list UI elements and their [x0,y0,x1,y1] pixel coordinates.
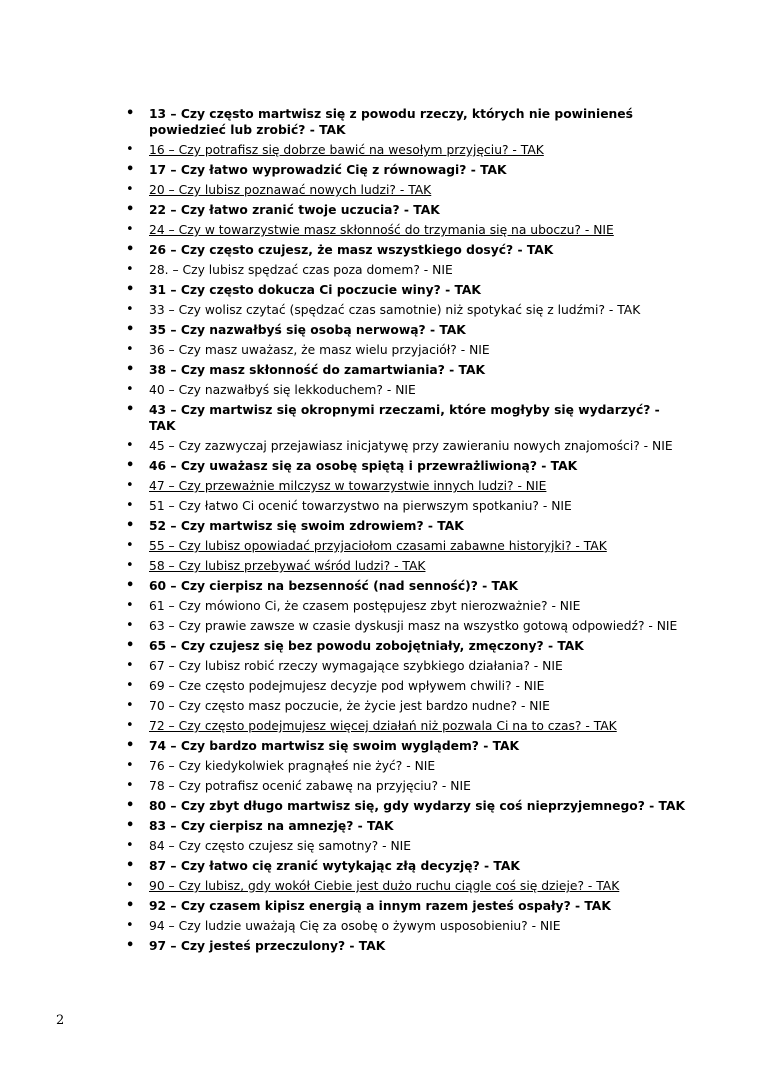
bullet-icon: • [126,498,134,513]
question-text: 52 – Czy martwisz się swoim zdrowiem? - TAK [149,519,464,533]
question-text: 35 – Czy nazwałbyś się osobą nerwową? - TAK [149,323,466,337]
list-item [126,938,689,954]
question-text: 43 – Czy martwisz się okropnymi rzeczami, które mogłyby się wydarzyć? - TAK [149,403,660,433]
bullet-icon: • [126,162,135,177]
list-item [126,558,689,574]
question-text: 80 – Czy zbyt długo martwisz się, gdy wydarzy się coś nieprzyjemnego? - TAK [149,799,686,813]
list-item [126,918,689,934]
bullet-icon: • [126,458,135,473]
bullet-icon: • [126,262,134,277]
bullet-icon: • [126,222,134,237]
question-text: 76 – Czy kiedykolwiek pragnąłeś nie żyć? - NIE [149,759,436,773]
question-text: 83 – Czy cierpisz na amnezję? - TAK [149,819,394,833]
question-text: 78 – Czy potrafisz ocenić zabawę na przyjęciu? - NIE [149,779,471,793]
question-text: 87 – Czy łatwo cię zranić wytykając złą decyzję? - TAK [149,859,520,873]
list-item [126,798,689,814]
list-item [126,182,689,198]
bullet-icon: • [126,658,134,673]
question-text: 51 – Czy łatwo Ci ocenić towarzystwo na pierwszym spotkaniu? - NIE [149,499,572,513]
list-item [126,342,689,358]
question-text: 67 – Czy lubisz robić rzeczy wymagające szybkiego działania? - NIE [149,659,563,673]
list-item [126,222,689,238]
question-text: 70 – Czy często masz poczucie, że życie jest bardzo nudne? - NIE [149,699,550,713]
list-item [126,618,689,634]
list-item [126,382,689,398]
bullet-icon: • [126,918,134,933]
list-item [126,282,689,298]
list-item [126,578,689,594]
question-list [126,106,689,958]
question-text: 61 – Czy mówiono Ci, że czasem postępujesz zbyt nierozważnie? - NIE [149,599,581,613]
question-text: 55 – Czy lubisz opowiadać przyjaciołom czasami zabawne historyjki? - TAK [149,539,607,553]
question-text: 17 – Czy łatwo wyprowadzić Cię z równowagi? - TAK [149,163,507,177]
bullet-icon: • [126,518,135,533]
question-text: 63 – Czy prawie zawsze w czasie dyskusji masz na wszystko gotową odpowiedź? - NIE [149,619,678,633]
list-item [126,838,689,854]
question-text: 13 – Czy często martwisz się z powodu rzeczy, których nie powinieneś powiedzieć lub zrobić? - TAK [149,107,633,137]
bullet-icon: • [126,598,134,613]
bullet-icon: • [126,798,135,813]
question-text: 69 – Cze często podejmujesz decyzje pod wpływem chwili? - NIE [149,679,545,693]
list-item [126,718,689,734]
bullet-icon: • [126,858,135,873]
list-item [126,362,689,378]
bullet-icon: • [126,438,134,453]
bullet-icon: • [126,738,135,753]
bullet-icon: • [126,778,134,793]
question-text: 90 – Czy lubisz, gdy wokół Ciebie jest dużo ruchu ciągle coś się dzieje? - TAK [149,879,620,893]
bullet-icon: • [126,182,134,197]
question-text: 94 – Czy ludzie uważają Cię za osobę o żywym usposobieniu? - NIE [149,919,561,933]
list-item [126,302,689,318]
bullet-icon: • [126,838,134,853]
question-text: 36 – Czy masz uważasz, że masz wielu przyjaciół? - NIE [149,343,490,357]
bullet-icon: • [126,362,135,377]
bullet-icon: • [126,558,134,573]
bullet-icon: • [126,202,135,217]
question-text: 65 – Czy czujesz się bez powodu zobojętniały, zmęczony? - TAK [149,639,584,653]
list-item [126,898,689,914]
question-text: 84 – Czy często czujesz się samotny? - NIE [149,839,412,853]
bullet-icon: • [126,638,135,653]
question-text: 46 – Czy uważasz się za osobę spiętą i przewrażliwioną? - TAK [149,459,578,473]
question-text: 40 – Czy nazwałbyś się lekkoduchem? - NIE [149,383,416,397]
list-item [126,638,689,654]
question-text: 97 – Czy jesteś przeczulony? - TAK [149,939,386,953]
bullet-icon: • [126,698,134,713]
bullet-icon: • [126,402,135,417]
question-text: 20 – Czy lubisz poznawać nowych ludzi? - TAK [149,183,432,197]
bullet-icon: • [126,618,134,633]
bullet-icon: • [126,382,134,397]
list-item [126,458,689,474]
bullet-icon: • [126,878,134,893]
question-text: 16 – Czy potrafisz się dobrze bawić na wesołym przyjęciu? - TAK [149,143,544,157]
question-text: 38 – Czy masz skłonność do zamartwiania? - TAK [149,363,485,377]
bullet-icon: • [126,302,134,317]
list-item [126,106,689,138]
question-text: 58 – Czy lubisz przebywać wśród ludzi? - TAK [149,559,426,573]
bullet-icon: • [126,678,134,693]
question-text: 92 – Czy czasem kipisz energią a innym razem jesteś ospały? - TAK [149,899,611,913]
list-item [126,438,689,454]
bullet-icon: • [126,758,134,773]
bullet-icon: • [126,538,134,553]
list-item [126,202,689,218]
question-text: 45 – Czy zazwyczaj przejawiasz inicjatywę przy zawieraniu nowych znajomości? - NIE [149,439,673,453]
question-text: 72 – Czy często podejmujesz więcej działań niż pozwala Ci na to czas? - TAK [149,719,617,733]
bullet-icon: • [126,282,135,297]
question-text: 24 – Czy w towarzystwie masz skłonność do trzymania się na uboczu? - NIE [149,223,614,237]
bullet-icon: • [126,818,135,833]
bullet-icon: • [126,142,134,157]
question-text: 26 – Czy często czujesz, że masz wszystkiego dosyć? - TAK [149,243,554,257]
list-item [126,162,689,178]
list-item [126,738,689,754]
list-item [126,758,689,774]
bullet-icon: • [126,898,135,913]
list-item [126,858,689,874]
bullet-icon: • [126,938,135,953]
bullet-icon: • [126,322,135,337]
bullet-icon: • [126,242,135,257]
question-text: 31 – Czy często dokucza Ci poczucie winy? - TAK [149,283,481,297]
question-text: 47 – Czy przeważnie milczysz w towarzystwie innych ludzi? - NIE [149,479,547,493]
question-text: 60 – Czy cierpisz na bezsenność (nad senność)? - TAK [149,579,519,593]
bullet-icon: • [126,342,134,357]
list-item [126,242,689,258]
list-item [126,678,689,694]
list-item [126,778,689,794]
list-item [126,518,689,534]
question-text: 33 – Czy wolisz czytać (spędzać czas samotnie) niż spotykać się z ludźmi? - TAK [149,303,641,317]
list-item [126,698,689,714]
page-number: 2 [56,1013,65,1028]
list-item [126,818,689,834]
bullet-icon: • [126,718,134,733]
question-text: 74 – Czy bardzo martwisz się swoim wyglądem? - TAK [149,739,520,753]
list-item [126,538,689,554]
list-item [126,478,689,494]
list-item [126,262,689,278]
bullet-icon: • [126,478,134,493]
list-item [126,322,689,338]
question-text: 22 – Czy łatwo zranić twoje uczucia? - TAK [149,203,440,217]
list-item [126,498,689,514]
list-item [126,598,689,614]
bullet-icon: • [126,578,135,593]
list-item [126,878,689,894]
question-text: 28. – Czy lubisz spędzać czas poza domem? - NIE [149,263,453,277]
list-item [126,658,689,674]
list-item [126,142,689,158]
list-item [126,402,689,434]
bullet-icon: • [126,106,135,121]
